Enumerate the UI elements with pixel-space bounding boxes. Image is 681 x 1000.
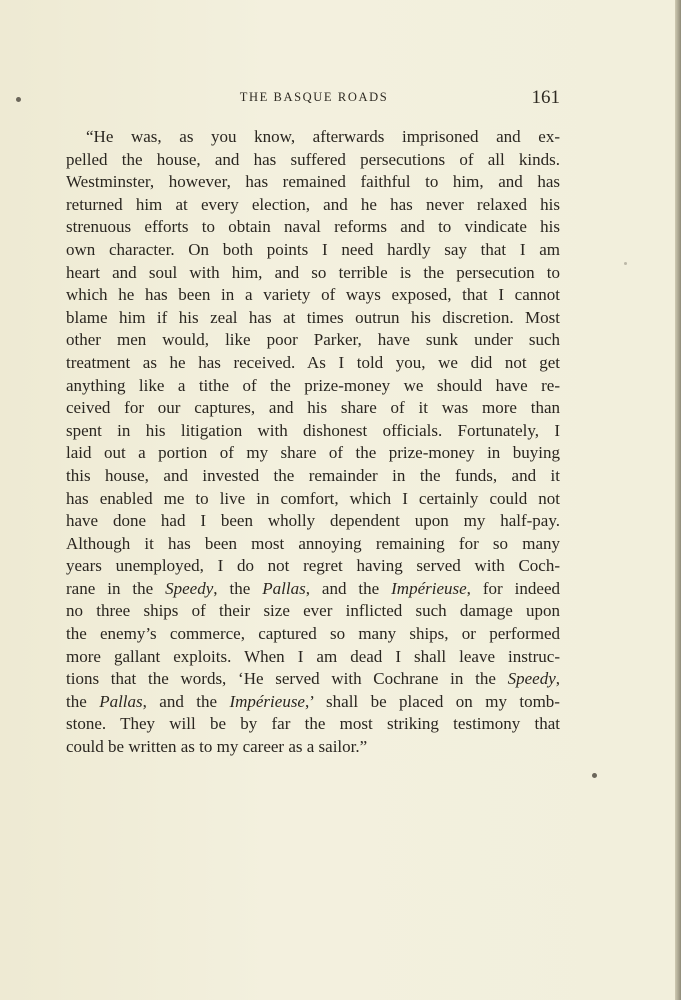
text-line: years unemployed, I do not regret having served with Coch- (66, 556, 560, 576)
text-run: rane in the (66, 578, 166, 598)
text-run: tions that the words, ‘He served with Cochrane in the (66, 669, 508, 689)
page-edge-shadow (675, 0, 681, 1000)
ship-name: Speedy (507, 669, 556, 689)
body-paragraph (66, 126, 560, 759)
text-line: laid out a portion of my share of the prize-money in buying (66, 443, 560, 463)
text-line: blame him if his zeal has at times outrun his discretion. Most (66, 307, 560, 327)
paper-speck (16, 97, 21, 102)
paper-speck (592, 773, 597, 778)
page-header (66, 88, 562, 114)
text-run: , and the (142, 691, 230, 711)
text-line: Although it has been most annoying remaining for so many (66, 533, 560, 553)
text-run: , (555, 669, 560, 689)
text-line: returned him at every election, and he has never relaxed his (66, 194, 560, 214)
text-line: treatment as he has received. As I told you, we did not get (66, 352, 560, 372)
text-line: has enabled me to live in comfort, which I certainly could not (66, 488, 560, 508)
text-run: , for indeed (466, 578, 560, 598)
text-run: , the (213, 578, 263, 598)
text-line: no three ships of their size ever inflicted such damage upon (66, 601, 560, 621)
text-line: ceived for our captures, and his share of it was more than (66, 398, 560, 418)
text-line: strenuous efforts to obtain naval reforms and to vindicate his (66, 217, 560, 237)
page-number: 161 (531, 87, 560, 108)
ship-name: Impérieuse (229, 691, 305, 711)
ship-name: Pallas (262, 578, 306, 598)
text-run: the (66, 691, 100, 711)
text-line: pelled the house, and has suffered persecutions of all kinds. (66, 149, 560, 169)
text-line: anything like a tithe of the prize-money we should have re- (66, 375, 560, 395)
text-run: , and the (305, 578, 392, 598)
text-line (66, 691, 560, 714)
running-head: THE BASQUE ROADS (239, 90, 389, 104)
text-line: “He was, as you know, afterwards imprisoned and ex- (86, 127, 560, 146)
text-line: the enemy’s commerce, captured so many ships, or performed (66, 624, 560, 644)
text-line: which he has been in a variety of ways exposed, that I cannot (66, 285, 560, 305)
text-line: spent in his litigation with dishonest officials. Fortunately, I (66, 420, 560, 440)
text-line (66, 668, 560, 691)
ship-name: Impérieuse (391, 578, 467, 598)
text-line: other men would, like poor Parker, have sunk under such (66, 330, 560, 350)
ship-name: Speedy (165, 578, 214, 598)
paper-speck (624, 262, 627, 265)
text-line: have done had I been wholly dependent upon my half-pay. (66, 511, 560, 531)
text-line: this house, and invested the remainder in the funds, and it (66, 465, 560, 485)
text-line: could be written as to my career as a sailor.” (66, 737, 368, 757)
text-run: ,’ shall be placed on my tomb- (304, 691, 560, 711)
text-line: own character. On both points I need hardly say that I am (66, 239, 560, 259)
text-line: heart and soul with him, and so terrible is the persecution to (66, 262, 560, 282)
text-line: Westminster, however, has remained faithful to him, and has (66, 172, 560, 192)
text-line (66, 578, 560, 601)
text-line: stone. They will be by far the most striking testimony that (66, 714, 560, 734)
text-line: more gallant exploits. When I am dead I shall leave instruc- (66, 646, 560, 666)
ship-name: Pallas (99, 691, 143, 711)
